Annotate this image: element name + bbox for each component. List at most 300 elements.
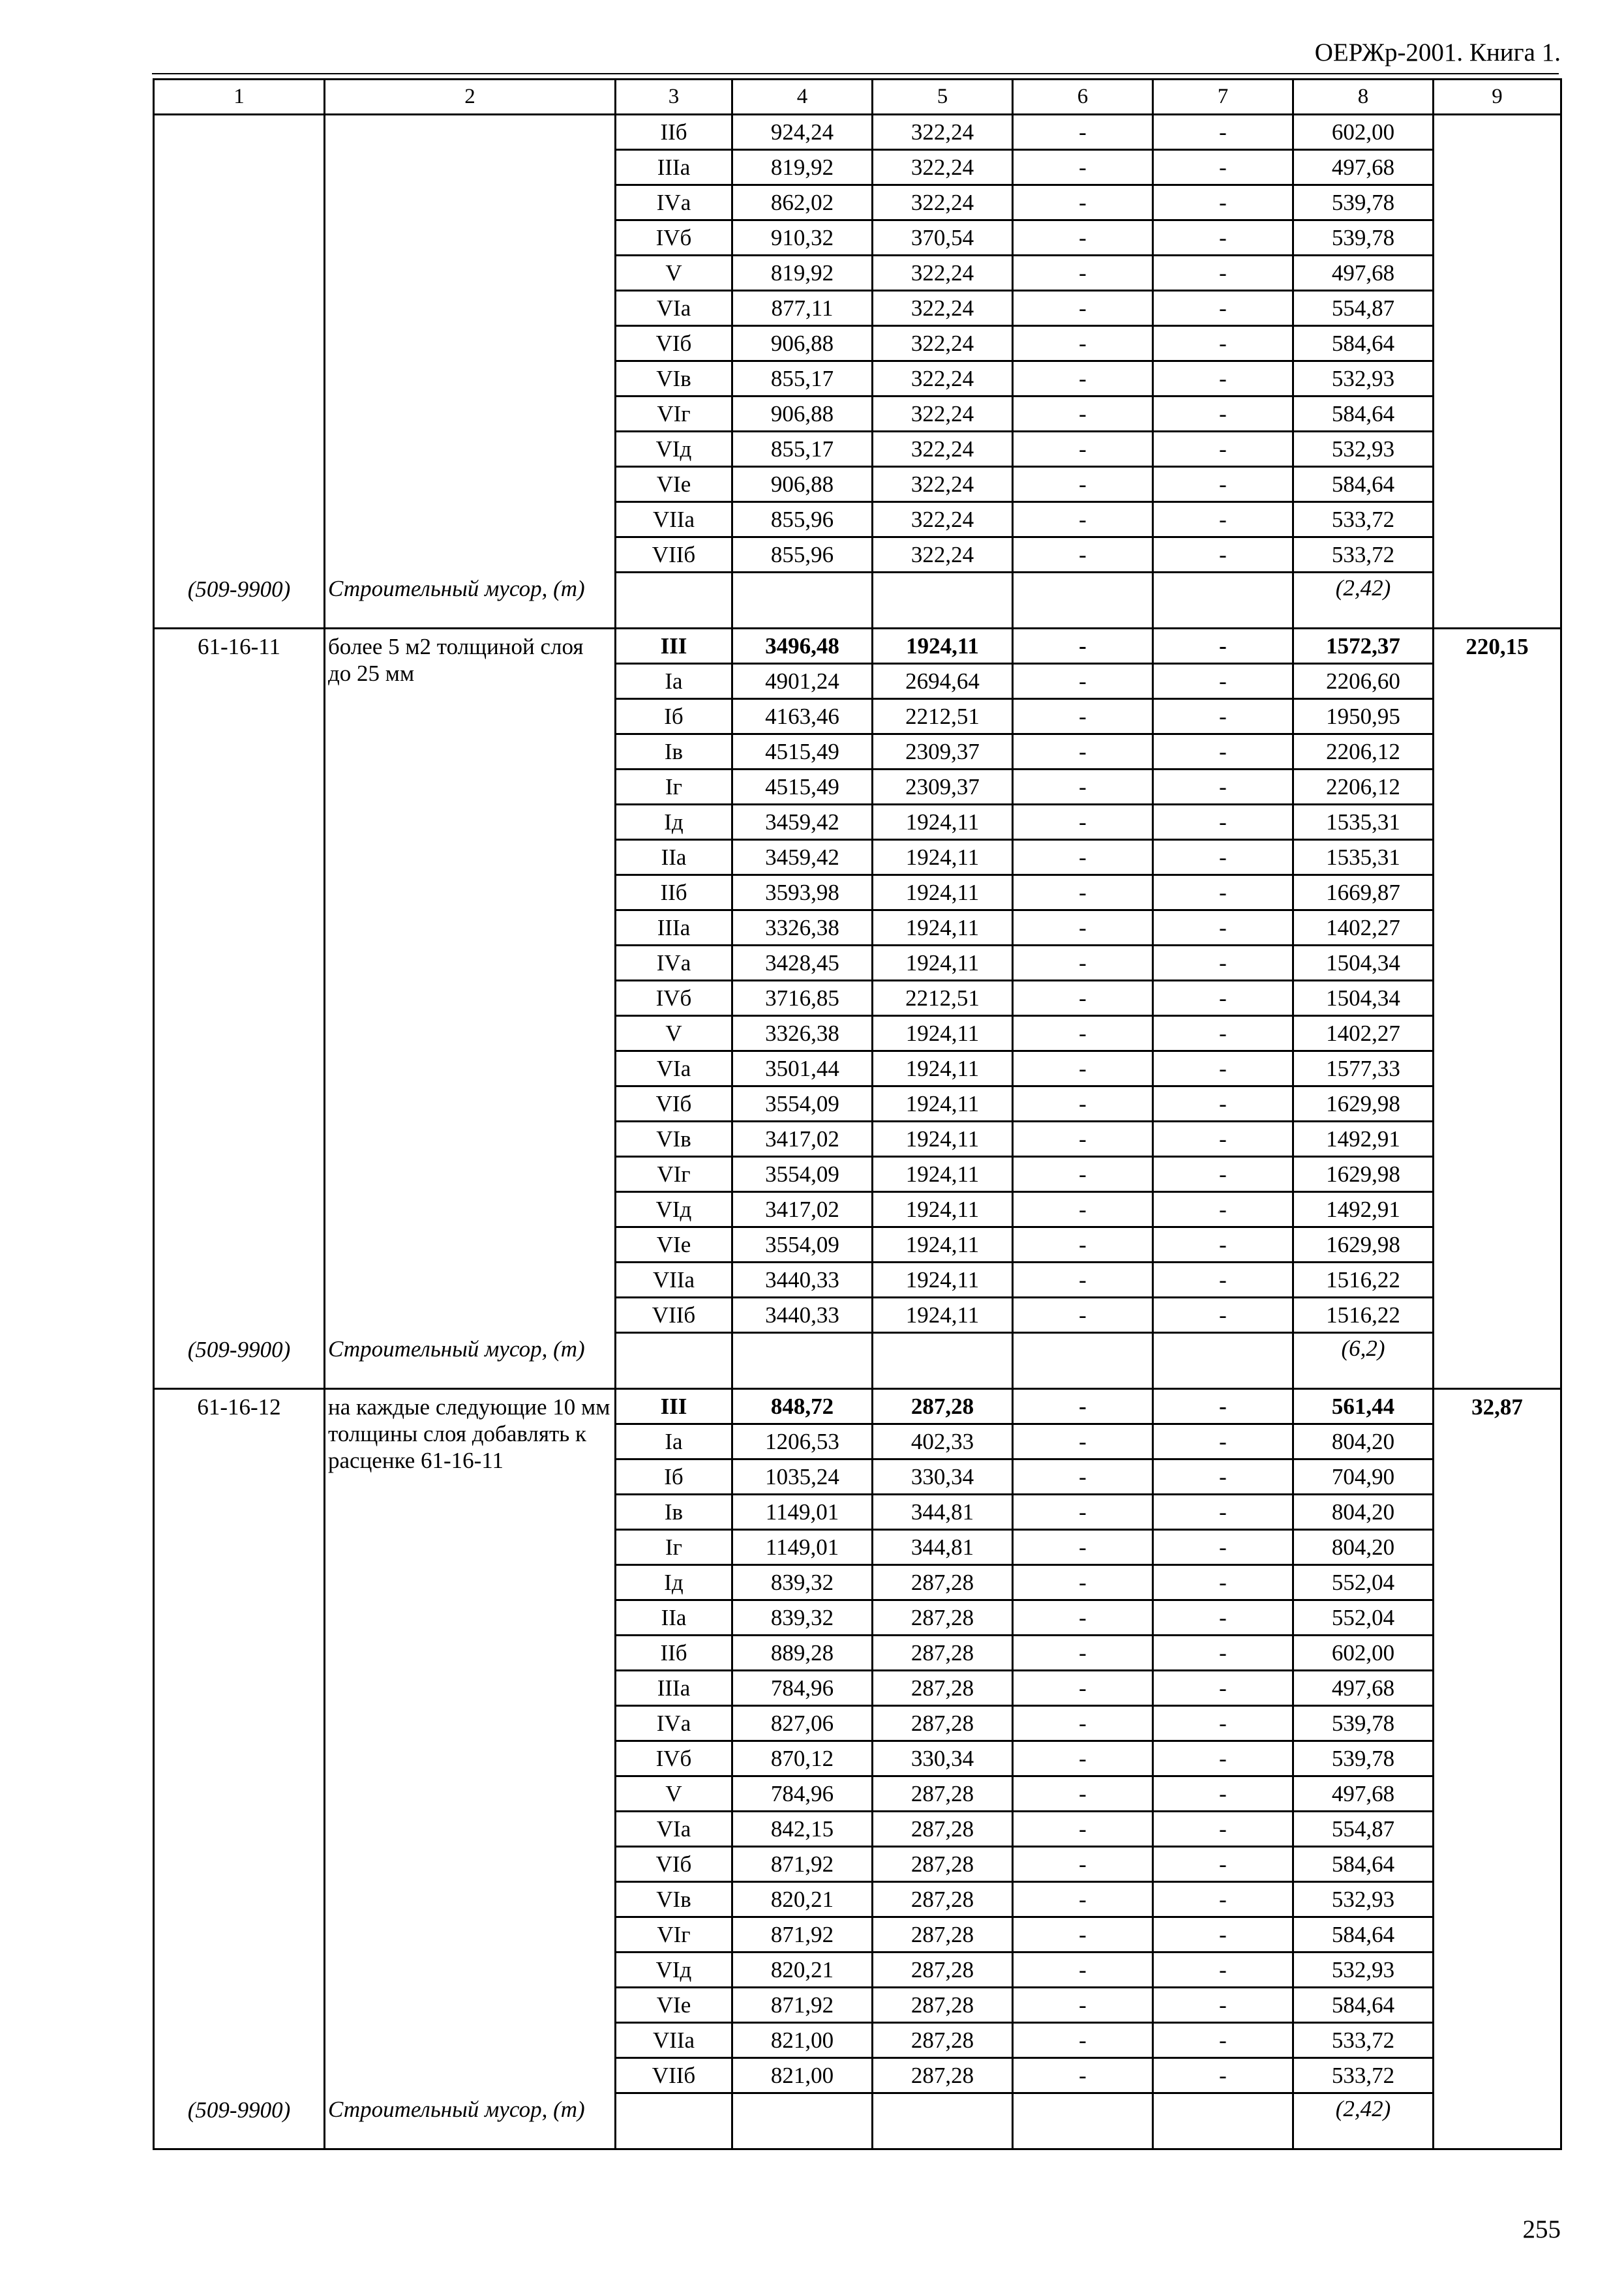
rate-description: [325, 115, 614, 119]
value-cell-col5: 1924,11: [873, 1157, 1013, 1192]
value-cell-col8: 2206,12: [1293, 734, 1434, 770]
waste-resource-code: (509-9900): [187, 2097, 291, 2123]
zone-cell: VIа: [616, 1812, 732, 1847]
value-cell-col5: 1924,11: [873, 1192, 1013, 1227]
value-cell-col4: 821,00: [732, 2023, 873, 2058]
value-cell-col7: -: [1153, 467, 1293, 502]
value-cell-col5: 1924,11: [873, 1016, 1013, 1051]
empty-cell: [616, 573, 732, 629]
zone-cell: IIIа: [616, 1671, 732, 1706]
value-cell-col5: 287,28: [873, 2058, 1013, 2093]
value-cell-col7: -: [1153, 1706, 1293, 1741]
value-cell-col5: 287,28: [873, 1776, 1013, 1812]
value-cell-col4: 855,17: [732, 432, 873, 467]
rate-code: [155, 115, 323, 119]
value-cell-col8: 533,72: [1293, 2058, 1434, 2093]
zone-cell: IIа: [616, 1600, 732, 1636]
value-cell-col5: 330,34: [873, 1741, 1013, 1776]
zone-cell: VIв: [616, 361, 732, 396]
zone-cell: VIIа: [616, 502, 732, 537]
zone-cell: IIб: [616, 1636, 732, 1671]
value-cell-col6: -: [1013, 1741, 1153, 1776]
value-cell-col5: 1924,11: [873, 875, 1013, 910]
value-cell-col4: 3716,85: [732, 981, 873, 1016]
value-cell-col8: 1504,34: [1293, 946, 1434, 981]
value-cell-col6: -: [1013, 1952, 1153, 1988]
value-cell-col5: 287,28: [873, 1671, 1013, 1706]
value-cell-col4: 4515,49: [732, 770, 873, 805]
value-cell-col8: 1402,27: [1293, 910, 1434, 946]
zone-cell: VIIа: [616, 1263, 732, 1298]
value-cell-col5: 2309,37: [873, 770, 1013, 805]
empty-cell: [732, 2093, 873, 2149]
value-cell-col6: -: [1013, 946, 1153, 981]
value-cell-col6: -: [1013, 291, 1153, 326]
empty-cell: [1153, 2093, 1293, 2149]
value-cell-col7: -: [1153, 1882, 1293, 1917]
value-cell-col4: 3554,09: [732, 1227, 873, 1263]
zone-cell: IIIа: [616, 910, 732, 946]
value-cell-col6: -: [1013, 981, 1153, 1016]
rate-description-cell: [325, 115, 616, 629]
value-cell-col6: -: [1013, 115, 1153, 150]
empty-cell: [1153, 1333, 1293, 1389]
value-cell-col6: -: [1013, 1917, 1153, 1952]
value-cell-col7: -: [1153, 1847, 1293, 1882]
value-cell-col6: -: [1013, 1459, 1153, 1495]
value-cell-col6: -: [1013, 2023, 1153, 2058]
value-cell-col6: -: [1013, 1157, 1153, 1192]
value-cell-col6: -: [1013, 910, 1153, 946]
empty-cell: [873, 2093, 1013, 2149]
empty-cell: [1013, 573, 1153, 629]
value-cell-col4: 3501,44: [732, 1051, 873, 1086]
value-cell-col5: 322,24: [873, 326, 1013, 361]
value-cell-col4: 842,15: [732, 1812, 873, 1847]
zone-cell: VIа: [616, 1051, 732, 1086]
value-cell-col7: -: [1153, 2058, 1293, 2093]
value-cell-col4: 3459,42: [732, 805, 873, 840]
value-cell-col7: -: [1153, 805, 1293, 840]
value-cell-col5: 287,28: [873, 1389, 1013, 1424]
value-cell-col5: 287,28: [873, 1952, 1013, 1988]
zone-cell: Iд: [616, 805, 732, 840]
value-cell-col8: 704,90: [1293, 1459, 1434, 1495]
zone-cell: V: [616, 1776, 732, 1812]
value-cell-col5: 287,28: [873, 1847, 1013, 1882]
zone-cell: V: [616, 1016, 732, 1051]
zone-cell: III: [616, 1389, 732, 1424]
value-cell-col4: 877,11: [732, 291, 873, 326]
rates-table: [153, 78, 1560, 2150]
value-cell-col5: 287,28: [873, 1882, 1013, 1917]
value-cell-col5: 1924,11: [873, 805, 1013, 840]
value-cell-col6: -: [1013, 1086, 1153, 1122]
value-cell-col4: 820,21: [732, 1882, 873, 1917]
column-number-2: 2: [325, 80, 616, 115]
value-cell-col7: -: [1153, 946, 1293, 981]
value-cell-col7: -: [1153, 734, 1293, 770]
value-cell-col5: 330,34: [873, 1459, 1013, 1495]
value-cell-col4: 855,96: [732, 537, 873, 573]
value-cell-col4: 910,32: [732, 220, 873, 256]
value-cell-col7: -: [1153, 1051, 1293, 1086]
zone-cell: IIа: [616, 840, 732, 875]
zone-cell: VIб: [616, 1086, 732, 1122]
value-cell-col4: 3440,33: [732, 1298, 873, 1333]
value-cell-col8: 554,87: [1293, 291, 1434, 326]
value-cell-col8: 1516,22: [1293, 1263, 1434, 1298]
empty-cell: [873, 573, 1013, 629]
value-cell-col7: -: [1153, 1263, 1293, 1298]
value-cell-col4: 821,00: [732, 2058, 873, 2093]
value-cell-col8: 497,68: [1293, 1776, 1434, 1812]
value-cell-col7: -: [1153, 256, 1293, 291]
value-cell-col4: 819,92: [732, 256, 873, 291]
value-cell-col4: 1035,24: [732, 1459, 873, 1495]
value-cell-col7: -: [1153, 981, 1293, 1016]
value-cell-col7: -: [1153, 1459, 1293, 1495]
value-cell-col6: -: [1013, 1122, 1153, 1157]
value-cell-col5: 2212,51: [873, 981, 1013, 1016]
value-cell-col7: -: [1153, 2023, 1293, 2058]
value-cell-col8: 1629,98: [1293, 1086, 1434, 1122]
value-cell-col6: -: [1013, 875, 1153, 910]
value-cell-col4: 855,17: [732, 361, 873, 396]
value-cell-col8: 539,78: [1293, 1741, 1434, 1776]
value-cell-col8: 1504,34: [1293, 981, 1434, 1016]
value-cell-col7: -: [1153, 1530, 1293, 1565]
value-cell-col5: 287,28: [873, 1917, 1013, 1952]
column-number-3: 3: [616, 80, 732, 115]
value-cell-col7: -: [1153, 1424, 1293, 1459]
zone-cell: IIб: [616, 875, 732, 910]
value-cell-col6: -: [1013, 502, 1153, 537]
value-cell-col5: 287,28: [873, 1988, 1013, 2023]
zone-cell: VIб: [616, 1847, 732, 1882]
value-cell-col5: 322,24: [873, 537, 1013, 573]
value-cell-col7: -: [1153, 699, 1293, 734]
value-cell-col4: 924,24: [732, 115, 873, 150]
value-cell-col5: 1924,11: [873, 1263, 1013, 1298]
column-number-1: 1: [154, 80, 325, 115]
value-cell-col6: -: [1013, 1495, 1153, 1530]
rate-code-cell: [154, 115, 325, 629]
value-cell-col8: 532,93: [1293, 1952, 1434, 1988]
waste-quantity: (2,42): [1293, 2093, 1434, 2149]
zone-cell: IVб: [616, 220, 732, 256]
value-cell-col6: -: [1013, 432, 1153, 467]
table-row: [154, 629, 1561, 664]
value-cell-col5: 322,24: [873, 432, 1013, 467]
value-cell-col4: 4901,24: [732, 664, 873, 699]
value-cell-col4: 820,21: [732, 1952, 873, 1988]
waste-quantity: (6,2): [1293, 1333, 1434, 1389]
value-cell-col5: 287,28: [873, 1812, 1013, 1847]
value-cell-col6: -: [1013, 1565, 1153, 1600]
value-cell-col8: 532,93: [1293, 432, 1434, 467]
value-cell-col7: -: [1153, 537, 1293, 573]
value-cell-col8: 584,64: [1293, 1988, 1434, 2023]
value-cell-col6: -: [1013, 1636, 1153, 1671]
value-cell-col6: -: [1013, 1706, 1153, 1741]
value-cell-col6: -: [1013, 840, 1153, 875]
zone-cell: VIе: [616, 1988, 732, 2023]
value-cell-col7: -: [1153, 629, 1293, 664]
value-cell-col8: 539,78: [1293, 185, 1434, 220]
zone-cell: Iв: [616, 1495, 732, 1530]
value-cell-col7: -: [1153, 1157, 1293, 1192]
value-cell-col8: 1572,37: [1293, 629, 1434, 664]
empty-cell: [1153, 573, 1293, 629]
value-cell-col4: 855,96: [732, 502, 873, 537]
value-cell-col4: 871,92: [732, 1988, 873, 2023]
empty-cell: [732, 573, 873, 629]
zone-cell: IVа: [616, 1706, 732, 1741]
value-cell-col6: -: [1013, 664, 1153, 699]
value-cell-col4: 906,88: [732, 396, 873, 432]
value-cell-col5: 1924,11: [873, 629, 1013, 664]
rate-description-cell: [325, 1389, 616, 2149]
value-cell-col8: 1669,87: [1293, 875, 1434, 910]
zone-cell: III: [616, 629, 732, 664]
column-number-8: 8: [1293, 80, 1434, 115]
zone-cell: VIг: [616, 1157, 732, 1192]
value-cell-col6: -: [1013, 1988, 1153, 2023]
value-cell-col5: 344,81: [873, 1530, 1013, 1565]
value-cell-col6: -: [1013, 396, 1153, 432]
zone-cell: IVа: [616, 185, 732, 220]
value-cell-col4: 3428,45: [732, 946, 873, 981]
labor-cost-cell: [1434, 115, 1561, 629]
waste-resource-code: (509-9900): [187, 576, 291, 602]
value-cell-col7: -: [1153, 1565, 1293, 1600]
value-cell-col6: -: [1013, 629, 1153, 664]
value-cell-col7: -: [1153, 1776, 1293, 1812]
value-cell-col4: 862,02: [732, 185, 873, 220]
value-cell-col8: 602,00: [1293, 1636, 1434, 1671]
value-cell-col4: 871,92: [732, 1847, 873, 1882]
value-cell-col8: 1950,95: [1293, 699, 1434, 734]
value-cell-col7: -: [1153, 1227, 1293, 1263]
value-cell-col4: 3440,33: [732, 1263, 873, 1298]
value-cell-col4: 1206,53: [732, 1424, 873, 1459]
zone-cell: Iб: [616, 699, 732, 734]
value-cell-col7: -: [1153, 150, 1293, 185]
value-cell-col7: -: [1153, 1600, 1293, 1636]
zone-cell: Iб: [616, 1459, 732, 1495]
value-cell-col8: 554,87: [1293, 1812, 1434, 1847]
value-cell-col7: -: [1153, 1812, 1293, 1847]
value-cell-col7: -: [1153, 396, 1293, 432]
column-number-5: 5: [873, 80, 1013, 115]
value-cell-col6: -: [1013, 1671, 1153, 1706]
value-cell-col4: 3554,09: [732, 1086, 873, 1122]
value-cell-col8: 552,04: [1293, 1600, 1434, 1636]
value-cell-col4: 784,96: [732, 1671, 873, 1706]
table-body: [154, 80, 1561, 2149]
value-cell-col6: -: [1013, 1812, 1153, 1847]
value-cell-col6: -: [1013, 1389, 1153, 1424]
value-cell-col4: 4515,49: [732, 734, 873, 770]
value-cell-col8: 539,78: [1293, 1706, 1434, 1741]
value-cell-col6: -: [1013, 1424, 1153, 1459]
value-cell-col7: -: [1153, 326, 1293, 361]
empty-cell: [616, 2093, 732, 2149]
value-cell-col4: 848,72: [732, 1389, 873, 1424]
value-cell-col8: 1492,91: [1293, 1192, 1434, 1227]
value-cell-col4: 3554,09: [732, 1157, 873, 1192]
zone-cell: Iд: [616, 1565, 732, 1600]
zone-cell: VIб: [616, 326, 732, 361]
zone-cell: Iв: [616, 734, 732, 770]
zone-cell: VIа: [616, 291, 732, 326]
zone-cell: VIг: [616, 396, 732, 432]
value-cell-col8: 561,44: [1293, 1389, 1434, 1424]
value-cell-col6: -: [1013, 326, 1153, 361]
zone-cell: IVб: [616, 981, 732, 1016]
zone-cell: IVа: [616, 946, 732, 981]
value-cell-col7: -: [1153, 1389, 1293, 1424]
value-cell-col8: 584,64: [1293, 467, 1434, 502]
value-cell-col6: -: [1013, 1192, 1153, 1227]
column-number-6: 6: [1013, 80, 1153, 115]
value-cell-col7: -: [1153, 1917, 1293, 1952]
value-cell-col6: -: [1013, 734, 1153, 770]
value-cell-col7: -: [1153, 1122, 1293, 1157]
value-cell-col4: 871,92: [732, 1917, 873, 1952]
value-cell-col5: 322,24: [873, 291, 1013, 326]
waste-resource-name: Строительный мусор, (т): [328, 2097, 585, 2122]
zone-cell: Iг: [616, 1530, 732, 1565]
zone-cell: VIв: [616, 1882, 732, 1917]
value-cell-col8: 1492,91: [1293, 1122, 1434, 1157]
value-cell-col4: 1149,01: [732, 1530, 873, 1565]
labor-cost-cell: 32,87: [1434, 1389, 1561, 2149]
zone-cell: IVб: [616, 1741, 732, 1776]
value-cell-col6: -: [1013, 256, 1153, 291]
value-cell-col7: -: [1153, 220, 1293, 256]
rate-code: 61-16-11: [197, 634, 280, 659]
value-cell-col5: 2309,37: [873, 734, 1013, 770]
value-cell-col5: 322,24: [873, 396, 1013, 432]
value-cell-col7: -: [1153, 910, 1293, 946]
zone-cell: IIб: [616, 115, 732, 150]
value-cell-col8: 584,64: [1293, 326, 1434, 361]
value-cell-col5: 287,28: [873, 1706, 1013, 1741]
zone-cell: Iа: [616, 1424, 732, 1459]
zone-cell: VIв: [616, 1122, 732, 1157]
value-cell-col7: -: [1153, 1016, 1293, 1051]
value-cell-col8: 602,00: [1293, 115, 1434, 150]
value-cell-col8: 584,64: [1293, 1917, 1434, 1952]
value-cell-col8: 1629,98: [1293, 1227, 1434, 1263]
value-cell-col4: 839,32: [732, 1600, 873, 1636]
value-cell-col5: 2694,64: [873, 664, 1013, 699]
value-cell-col5: 1924,11: [873, 1298, 1013, 1333]
labor-cost-cell: 220,15: [1434, 629, 1561, 1389]
value-cell-col6: -: [1013, 537, 1153, 573]
value-cell-col5: 287,28: [873, 1600, 1013, 1636]
value-cell-col5: 322,24: [873, 467, 1013, 502]
value-cell-col6: -: [1013, 770, 1153, 805]
zone-cell: Iа: [616, 664, 732, 699]
value-cell-col4: 889,28: [732, 1636, 873, 1671]
zone-cell: VIIб: [616, 537, 732, 573]
value-cell-col8: 497,68: [1293, 256, 1434, 291]
value-cell-col4: 3417,02: [732, 1192, 873, 1227]
value-cell-col6: -: [1013, 1530, 1153, 1565]
value-cell-col8: 532,93: [1293, 1882, 1434, 1917]
value-cell-col4: 3417,02: [732, 1122, 873, 1157]
empty-cell: [873, 1333, 1013, 1389]
rate-code-cell: [154, 629, 325, 1389]
value-cell-col5: 1924,11: [873, 1051, 1013, 1086]
zone-cell: VIе: [616, 467, 732, 502]
value-cell-col4: 906,88: [732, 467, 873, 502]
value-cell-col4: 4163,46: [732, 699, 873, 734]
value-cell-col4: 3326,38: [732, 1016, 873, 1051]
value-cell-col8: 1516,22: [1293, 1298, 1434, 1333]
value-cell-col6: -: [1013, 1016, 1153, 1051]
zone-cell: V: [616, 256, 732, 291]
value-cell-col7: -: [1153, 770, 1293, 805]
value-cell-col7: -: [1153, 1952, 1293, 1988]
value-cell-col4: 827,06: [732, 1706, 873, 1741]
table-row: [154, 115, 1561, 150]
value-cell-col8: 552,04: [1293, 1565, 1434, 1600]
value-cell-col7: -: [1153, 1086, 1293, 1122]
value-cell-col5: 1924,11: [873, 1122, 1013, 1157]
value-cell-col7: -: [1153, 1988, 1293, 2023]
column-number-row: [154, 80, 1561, 115]
rate-description: на каждые следующие 10 мм толщины слоя добавлять к расценке 61-16-11: [328, 1394, 610, 1473]
value-cell-col6: -: [1013, 1600, 1153, 1636]
zone-cell: VIд: [616, 1952, 732, 1988]
zone-cell: VIд: [616, 1192, 732, 1227]
value-cell-col8: 1577,33: [1293, 1051, 1434, 1086]
value-cell-col4: 870,12: [732, 1741, 873, 1776]
value-cell-col5: 1924,11: [873, 840, 1013, 875]
value-cell-col5: 1924,11: [873, 1086, 1013, 1122]
value-cell-col4: 3496,48: [732, 629, 873, 664]
value-cell-col5: 322,24: [873, 502, 1013, 537]
value-cell-col5: 287,28: [873, 2023, 1013, 2058]
value-cell-col5: 322,24: [873, 256, 1013, 291]
value-cell-col4: 906,88: [732, 326, 873, 361]
value-cell-col8: 584,64: [1293, 1847, 1434, 1882]
value-cell-col7: -: [1153, 1671, 1293, 1706]
value-cell-col8: 532,93: [1293, 361, 1434, 396]
value-cell-col7: -: [1153, 1495, 1293, 1530]
value-cell-col4: 3593,98: [732, 875, 873, 910]
value-cell-col6: -: [1013, 361, 1153, 396]
value-cell-col7: -: [1153, 361, 1293, 396]
zone-cell: VIе: [616, 1227, 732, 1263]
value-cell-col8: 584,64: [1293, 396, 1434, 432]
value-cell-col7: -: [1153, 1636, 1293, 1671]
value-cell-col6: -: [1013, 1227, 1153, 1263]
value-cell-col7: -: [1153, 502, 1293, 537]
value-cell-col8: 497,68: [1293, 150, 1434, 185]
value-cell-col8: 1535,31: [1293, 805, 1434, 840]
column-number-7: 7: [1153, 80, 1293, 115]
empty-cell: [616, 1333, 732, 1389]
zone-cell: VIIб: [616, 1298, 732, 1333]
value-cell-col8: 497,68: [1293, 1671, 1434, 1706]
value-cell-col8: 533,72: [1293, 2023, 1434, 2058]
value-cell-col6: -: [1013, 1051, 1153, 1086]
